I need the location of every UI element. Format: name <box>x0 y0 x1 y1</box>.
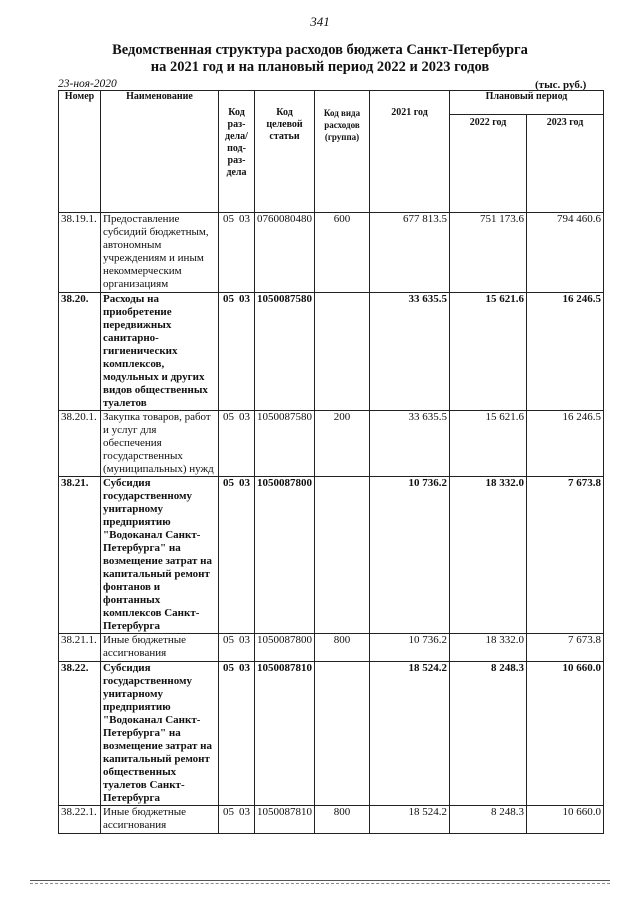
cell-section-code <box>219 806 255 834</box>
cell-name: Субсидия государственному унитарному предприятию "Водоканал Санкт-Петербурга" на возмещение затрат на капитальный ремонт общественных туалетов Санкт-Петербурга <box>101 662 219 806</box>
cell-razdel: 05 <box>223 634 234 646</box>
cell-target-code: 1050087800 <box>255 634 315 662</box>
cell-section-code <box>219 293 255 411</box>
cell-razdel: 05 <box>223 293 234 305</box>
cell-number: 38.21. <box>59 477 101 634</box>
cell-expense-type: 800 <box>315 634 370 662</box>
cell-razdel: 05 <box>223 806 234 818</box>
cell-name: Иные бюджетные ассигнования <box>101 634 219 662</box>
table-body <box>59 213 604 834</box>
cell-podrazdel: 03 <box>239 806 250 818</box>
cell-expense-type <box>315 293 370 411</box>
cell-target-code: 1050087580 <box>255 411 315 477</box>
cell-section-code <box>219 477 255 634</box>
cell-number: 38.22. <box>59 662 101 806</box>
cell-razdel: 05 <box>223 477 234 489</box>
header-expense-type-code: Код вида расходов (группа) <box>315 91 370 213</box>
cell-podrazdel: 03 <box>239 213 250 225</box>
table-row <box>59 662 604 806</box>
header-2022: 2022 год <box>450 115 527 213</box>
cell-section-code <box>219 411 255 477</box>
units-label: (тыс. руб.) <box>535 79 587 91</box>
cell-name: Расходы на приобретение передвижных санитарно-гигиенических комплексов, модульных и других видов общественных туалетов <box>101 293 219 411</box>
cell-2022: 15 621.6 <box>450 411 527 477</box>
cell-target-code: 1050087580 <box>255 293 315 411</box>
cell-2021: 33 635.5 <box>370 293 450 411</box>
cell-razdel: 05 <box>223 213 234 225</box>
cell-2022: 18 332.0 <box>450 477 527 634</box>
cell-2023: 794 460.6 <box>527 213 604 293</box>
cell-2023: 16 246.5 <box>527 411 604 477</box>
cell-podrazdel: 03 <box>239 634 250 646</box>
cell-2021: 18 524.2 <box>370 662 450 806</box>
cell-name: Предоставление субсидий бюджетным, автономным учреждениям и иным некоммерческим организациям <box>101 213 219 293</box>
title-line-2: на 2021 год и на плановый период 2022 и 2023 годов <box>150 59 490 75</box>
cell-2022: 8 248.3 <box>450 662 527 806</box>
cell-2021: 10 736.2 <box>370 477 450 634</box>
header-number: Номер <box>59 91 101 213</box>
footer-rule <box>30 880 610 881</box>
document-date: 23-ноя-2020 <box>58 78 117 90</box>
table-header <box>59 91 604 213</box>
cell-2023: 7 673.8 <box>527 634 604 662</box>
cell-podrazdel: 03 <box>239 477 250 489</box>
cell-target-code: 1050087810 <box>255 806 315 834</box>
cell-2021: 18 524.2 <box>370 806 450 834</box>
table-row <box>59 213 604 293</box>
cell-2023: 16 246.5 <box>527 293 604 411</box>
header-2021: 2021 год <box>370 91 450 213</box>
cell-podrazdel: 03 <box>239 662 250 674</box>
header-2023: 2023 год <box>527 115 604 213</box>
table-row <box>59 477 604 634</box>
cell-podrazdel: 03 <box>239 293 250 305</box>
cell-2022: 15 621.6 <box>450 293 527 411</box>
cell-expense-type: 200 <box>315 411 370 477</box>
header-planning-period: Плановый период <box>450 91 604 115</box>
cell-target-code: 0760080480 <box>255 213 315 293</box>
cell-expense-type <box>315 477 370 634</box>
cell-2021: 10 736.2 <box>370 634 450 662</box>
table-row <box>59 411 604 477</box>
cell-razdel: 05 <box>223 662 234 674</box>
cell-2021: 33 635.5 <box>370 411 450 477</box>
cell-target-code: 1050087810 <box>255 662 315 806</box>
budget-table <box>58 90 604 834</box>
header-target-code: Код целевой статьи <box>255 91 315 213</box>
cell-number: 38.19.1. <box>59 213 101 293</box>
cell-2022: 8 248.3 <box>450 806 527 834</box>
cell-number: 38.20.1. <box>59 411 101 477</box>
cell-name: Закупка товаров, работ и услуг для обеспечения государственных (муниципальных) нужд <box>101 411 219 477</box>
cell-expense-type: 600 <box>315 213 370 293</box>
cell-2021: 677 813.5 <box>370 213 450 293</box>
cell-2023: 10 660.0 <box>527 662 604 806</box>
cell-expense-type <box>315 662 370 806</box>
document-title <box>0 42 640 76</box>
table-row <box>59 806 604 834</box>
cell-razdel: 05 <box>223 411 234 423</box>
header-name: Наименование <box>101 91 219 213</box>
cell-2022: 18 332.0 <box>450 634 527 662</box>
title-line-1: Ведомственная структура расходов бюджета Санкт-Петербурга <box>112 42 528 58</box>
cell-number: 38.21.1. <box>59 634 101 662</box>
page-number: 341 <box>310 14 330 29</box>
cell-number: 38.22.1. <box>59 806 101 834</box>
cell-podrazdel: 03 <box>239 411 250 423</box>
cell-target-code: 1050087800 <box>255 477 315 634</box>
cell-section-code <box>219 213 255 293</box>
cell-2023: 10 660.0 <box>527 806 604 834</box>
cell-number: 38.20. <box>59 293 101 411</box>
table-row <box>59 293 604 411</box>
footer-rule-dashed <box>30 883 610 884</box>
cell-section-code <box>219 662 255 806</box>
cell-section-code <box>219 634 255 662</box>
header-section-code: Код раз-дела/ под-раз-дела <box>219 91 255 213</box>
cell-name: Иные бюджетные ассигнования <box>101 806 219 834</box>
table-row <box>59 634 604 662</box>
cell-2023: 7 673.8 <box>527 477 604 634</box>
cell-name: Субсидия государственному унитарному предприятию "Водоканал Санкт-Петербурга" на возмещение затрат на капитальный ремонт фонтанов и фонтанных комплексов Санкт-Петербурга <box>101 477 219 634</box>
cell-2022: 751 173.6 <box>450 213 527 293</box>
cell-expense-type: 800 <box>315 806 370 834</box>
